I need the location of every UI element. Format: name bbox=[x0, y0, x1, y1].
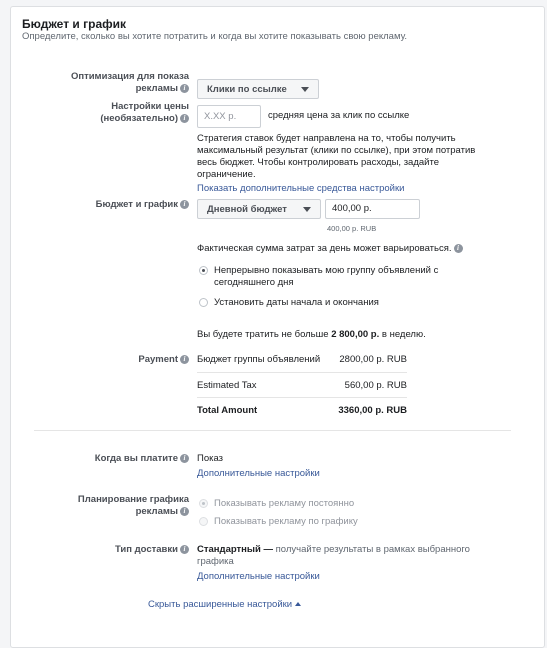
bid-desc-line3: весь бюджет. Чтобы контролировать расходы, задайте bbox=[197, 157, 439, 168]
payment-row bbox=[197, 354, 407, 368]
section-subtitle: Определите, сколько вы хотите потратить и когда вы хотите показывать свою рекламу. bbox=[22, 31, 408, 42]
payment-total-value: 3360,00 р. RUB bbox=[338, 405, 407, 416]
payment-total-name: Total Amount bbox=[197, 405, 258, 416]
budget-type-dropdown[interactable] bbox=[197, 199, 321, 219]
delivery-type: Стандартный — bbox=[197, 544, 274, 555]
weekly-amount: 2 800,00 р. bbox=[331, 329, 380, 340]
budget-label bbox=[96, 199, 189, 211]
bid-cap-input[interactable]: X.XX р. bbox=[197, 105, 261, 128]
option1-line1: Непрерывно показывать мою группу объявлений с bbox=[214, 265, 439, 276]
scheduling-label-line1: Планирование графика bbox=[77, 494, 189, 505]
radio-set-dates-label[interactable]: Установить даты начала и окончания bbox=[214, 297, 379, 308]
chevron-down-icon bbox=[301, 87, 309, 92]
payment-row-value: 2800,00 р. RUB bbox=[339, 354, 407, 365]
price-label-line2: (необязательно) bbox=[100, 113, 178, 124]
info-icon[interactable]: i bbox=[180, 454, 189, 463]
payment-row-name: Estimated Tax bbox=[197, 380, 257, 391]
hide-advanced-settings-link[interactable] bbox=[148, 599, 301, 610]
chevron-up-icon bbox=[295, 602, 301, 606]
info-icon[interactable]: i bbox=[180, 200, 189, 209]
weekly-spend-note bbox=[197, 329, 426, 341]
section-divider bbox=[34, 430, 511, 431]
delivery-value bbox=[197, 544, 470, 568]
chevron-down-icon bbox=[303, 207, 311, 212]
radio-run-on-schedule[interactable] bbox=[199, 517, 208, 526]
weekly-suffix: в неделю. bbox=[381, 329, 426, 340]
bid-cap-suffix: средняя цена за клик по ссылке bbox=[268, 110, 410, 121]
budget-type-selected: Дневной бюджет bbox=[207, 204, 287, 215]
radio-run-continuously-label[interactable] bbox=[214, 265, 438, 289]
delivery-more-settings-link[interactable]: Дополнительные настройки bbox=[197, 571, 320, 582]
payment-label bbox=[138, 354, 189, 366]
price-label-line2-row bbox=[100, 113, 189, 125]
optimization-label bbox=[71, 71, 189, 95]
budget-amount-input[interactable]: 400,00 р. bbox=[325, 199, 420, 219]
payment-row-value: 560,00 р. RUB bbox=[344, 380, 407, 391]
delivery-desc-line2: графика bbox=[197, 556, 234, 567]
info-icon[interactable]: i bbox=[180, 84, 189, 93]
radio-run-always-label[interactable]: Показывать рекламу постоянно bbox=[214, 498, 355, 509]
delivery-line1 bbox=[197, 544, 470, 556]
hide-advanced-settings-text: Скрыть расширенные настройки bbox=[148, 599, 293, 610]
info-icon[interactable]: i bbox=[180, 545, 189, 554]
info-icon[interactable]: i bbox=[180, 507, 189, 516]
payment-row bbox=[197, 380, 407, 394]
bid-desc-line1: Стратегия ставок будет направлена на то, чтобы получить bbox=[197, 133, 456, 144]
budget-amount-hint: 400,00 р. RUB bbox=[327, 224, 377, 233]
info-icon[interactable]: i bbox=[180, 114, 189, 123]
billing-label bbox=[95, 453, 189, 465]
scheduling-label-line2: рекламы bbox=[135, 506, 178, 517]
budget-note-text: Фактическая сумма затрат за день может варьироваться. bbox=[197, 243, 452, 254]
radio-run-always[interactable] bbox=[199, 499, 208, 508]
optimization-label-line1: Оптимизация для показа bbox=[70, 71, 189, 82]
scheduling-label-line2-row bbox=[78, 506, 189, 518]
info-icon[interactable]: i bbox=[180, 355, 189, 364]
payment-row-name: Бюджет группы объявлений bbox=[197, 354, 321, 365]
price-label-line1: Настройки цены bbox=[111, 101, 189, 112]
billing-value: Показ bbox=[197, 453, 224, 464]
budget-schedule-panel bbox=[10, 6, 545, 648]
budget-label-text: Бюджет и график bbox=[95, 199, 178, 210]
delivery-desc-line1: получайте результаты в рамках выбранного bbox=[273, 544, 470, 555]
price-label bbox=[100, 101, 189, 125]
payment-total-row bbox=[197, 405, 407, 419]
payment-label-text: Payment bbox=[138, 354, 178, 365]
billing-more-settings-link[interactable]: Дополнительные настройки bbox=[197, 468, 320, 479]
delivery-label-text: Тип доставки bbox=[114, 544, 178, 555]
optimization-label-line2: рекламы bbox=[135, 83, 178, 94]
radio-set-dates[interactable] bbox=[199, 298, 208, 307]
billing-label-text: Когда вы платите bbox=[94, 453, 178, 464]
bid-desc-line2: максимальный результат (клики по ссылке), при этом потратив bbox=[197, 145, 476, 156]
optimization-selected-value: Клики по ссылке bbox=[207, 84, 287, 95]
delivery-label bbox=[115, 544, 189, 556]
radio-run-on-schedule-label[interactable]: Показывать рекламу по графику bbox=[214, 516, 358, 527]
option1-line2: сегодняшнего дня bbox=[214, 277, 294, 288]
weekly-prefix: Вы будете тратить не больше bbox=[197, 329, 329, 340]
bid-strategy-description bbox=[197, 133, 475, 181]
budget-variance-note bbox=[197, 243, 463, 255]
show-more-options-link[interactable]: Показать дополнительные средства настройки bbox=[197, 183, 405, 194]
payment-divider bbox=[197, 397, 407, 398]
payment-divider bbox=[197, 372, 407, 373]
optimization-dropdown[interactable] bbox=[197, 79, 319, 99]
scheduling-label bbox=[78, 494, 189, 518]
bid-desc-line4: ограничение. bbox=[197, 169, 256, 180]
radio-run-continuously[interactable] bbox=[199, 266, 208, 275]
info-icon[interactable]: i bbox=[454, 244, 463, 253]
section-title: Бюджет и график bbox=[22, 17, 127, 31]
optimization-label-line2-row bbox=[71, 83, 189, 95]
